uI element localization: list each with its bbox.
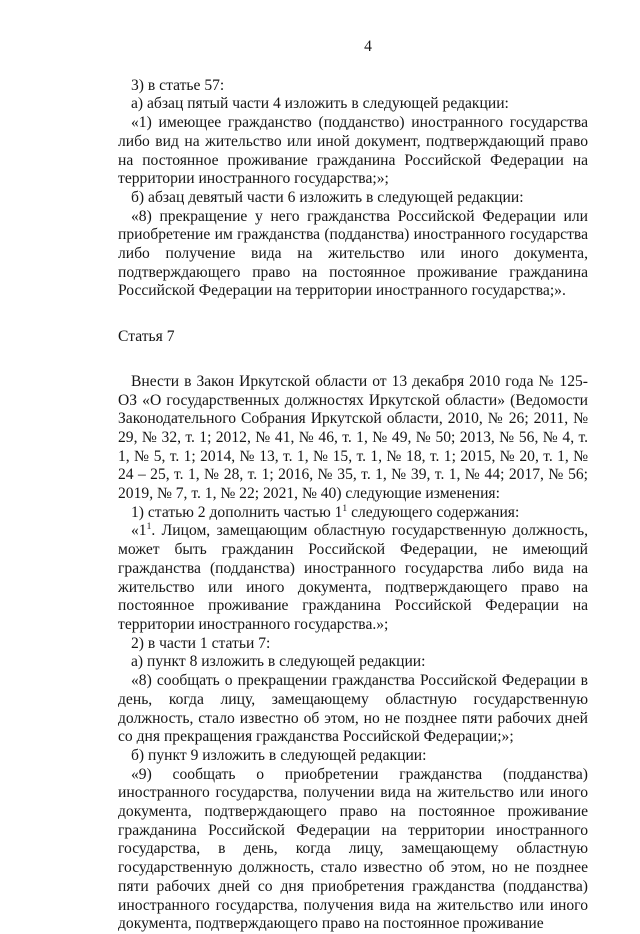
article7-b-intro: б) пункт 9 изложить в следующей редакции: xyxy=(131,746,427,764)
article57-b-intro: б) абзац девятый части 6 изложить в следующей редакции: xyxy=(131,188,524,206)
spacer xyxy=(118,301,588,328)
part-superscript: 1 xyxy=(146,522,152,533)
item1-text-end: следующего содержания: xyxy=(347,503,520,521)
article57-a-text: «1) имеющее гражданство (подданство) иностранного государства либо вид на жительство или иной документ, подтверждающий право на постоянное проживание гражданина Российской Федерации на территории иностранного государства;»; xyxy=(118,114,588,188)
article7-heading: Статья 7 xyxy=(118,328,175,346)
item1-text: 1) статью 2 дополнить частью 1 xyxy=(131,503,343,521)
part-number: «1 xyxy=(131,522,147,540)
article7-item1-text xyxy=(118,522,588,634)
page-number: 4 xyxy=(364,38,372,55)
article57-b-text: «8) прекращение у него гражданства Российской Федерации или приобретение им гражданства (подданства) иностранного государства либо получение вида на жительство или иного документа, подтверждающего право на постоянное проживание гражданина Российской Федерации на территории иностранного государства;». xyxy=(118,207,588,300)
article7-intro: Внести в Закон Иркутской области от 13 декабря 2010 года № 125-ОЗ «О государственных должностях Иркутской области» (Ведомости Законодательного Собрания Иркутской области, 2010, № 26; 2011, № 29, № 32, т. 1; 2012, № 41, № 46, т. 1, № 49, № 50; 2013, № 56, № 4, т. 1, № 5, т. 1; 2014, № 13, т. 1, № 15, т. 1, № 18, т. 1; 2015, № 20, т. 1, № 24 – 25, т. 1, № 28, т. 1; 2016, № 35, т. 1, № 39, т. 1, № 44; 2017, № 56; 2019, № 7, т. 1, № 22; 2021, № 40) следующие изменения: xyxy=(118,372,588,503)
article57-item: 3) в статье 57: xyxy=(131,76,225,94)
article7-a-text: «8) сообщать о прекращении гражданства Российской Федерации в день, когда лицу, замещающему областную государственную должность, стало известно об этом, но не позднее пяти рабочих дней со дня прекращения гражданства Российской Федерации;»; xyxy=(118,672,588,746)
item1-superscript: 1 xyxy=(342,503,348,514)
article7-a-intro: а) пункт 8 изложить в следующей редакции: xyxy=(131,653,426,671)
article7-b-text: «9) сообщать о приобретении гражданства (подданства) иностранного государства, получении вида на жительство или иного документа, подтверждающего право на постоянное проживание гражданина Российской Федерации на территории иностранного государства, в день, когда лицу, замещающему областную государственную должность, стало известно об этом, но не позднее пяти рабочих дней со дня приобретения гражданства (подданства) иностранного государства, получения вида на жительство или иного документа, подтверждающего право на постоянное проживание xyxy=(118,765,588,933)
spacer xyxy=(118,347,588,373)
article7-item2: 2) в части 1 статьи 7: xyxy=(131,634,271,652)
article7-item1 xyxy=(118,504,588,523)
part-body: . Лицом, замещающим областную государственную должность, может быть гражданин Российской Федерации, не имеющий гражданства (подданства) иностранного государства либо вида на жительство или иного документа, подтверждающего право на постоянное проживание гражданина Российской Федерации на территории иностранного государства.»; xyxy=(118,522,588,633)
article57-a-intro: а) абзац пятый части 4 изложить в следующей редакции: xyxy=(131,95,509,113)
